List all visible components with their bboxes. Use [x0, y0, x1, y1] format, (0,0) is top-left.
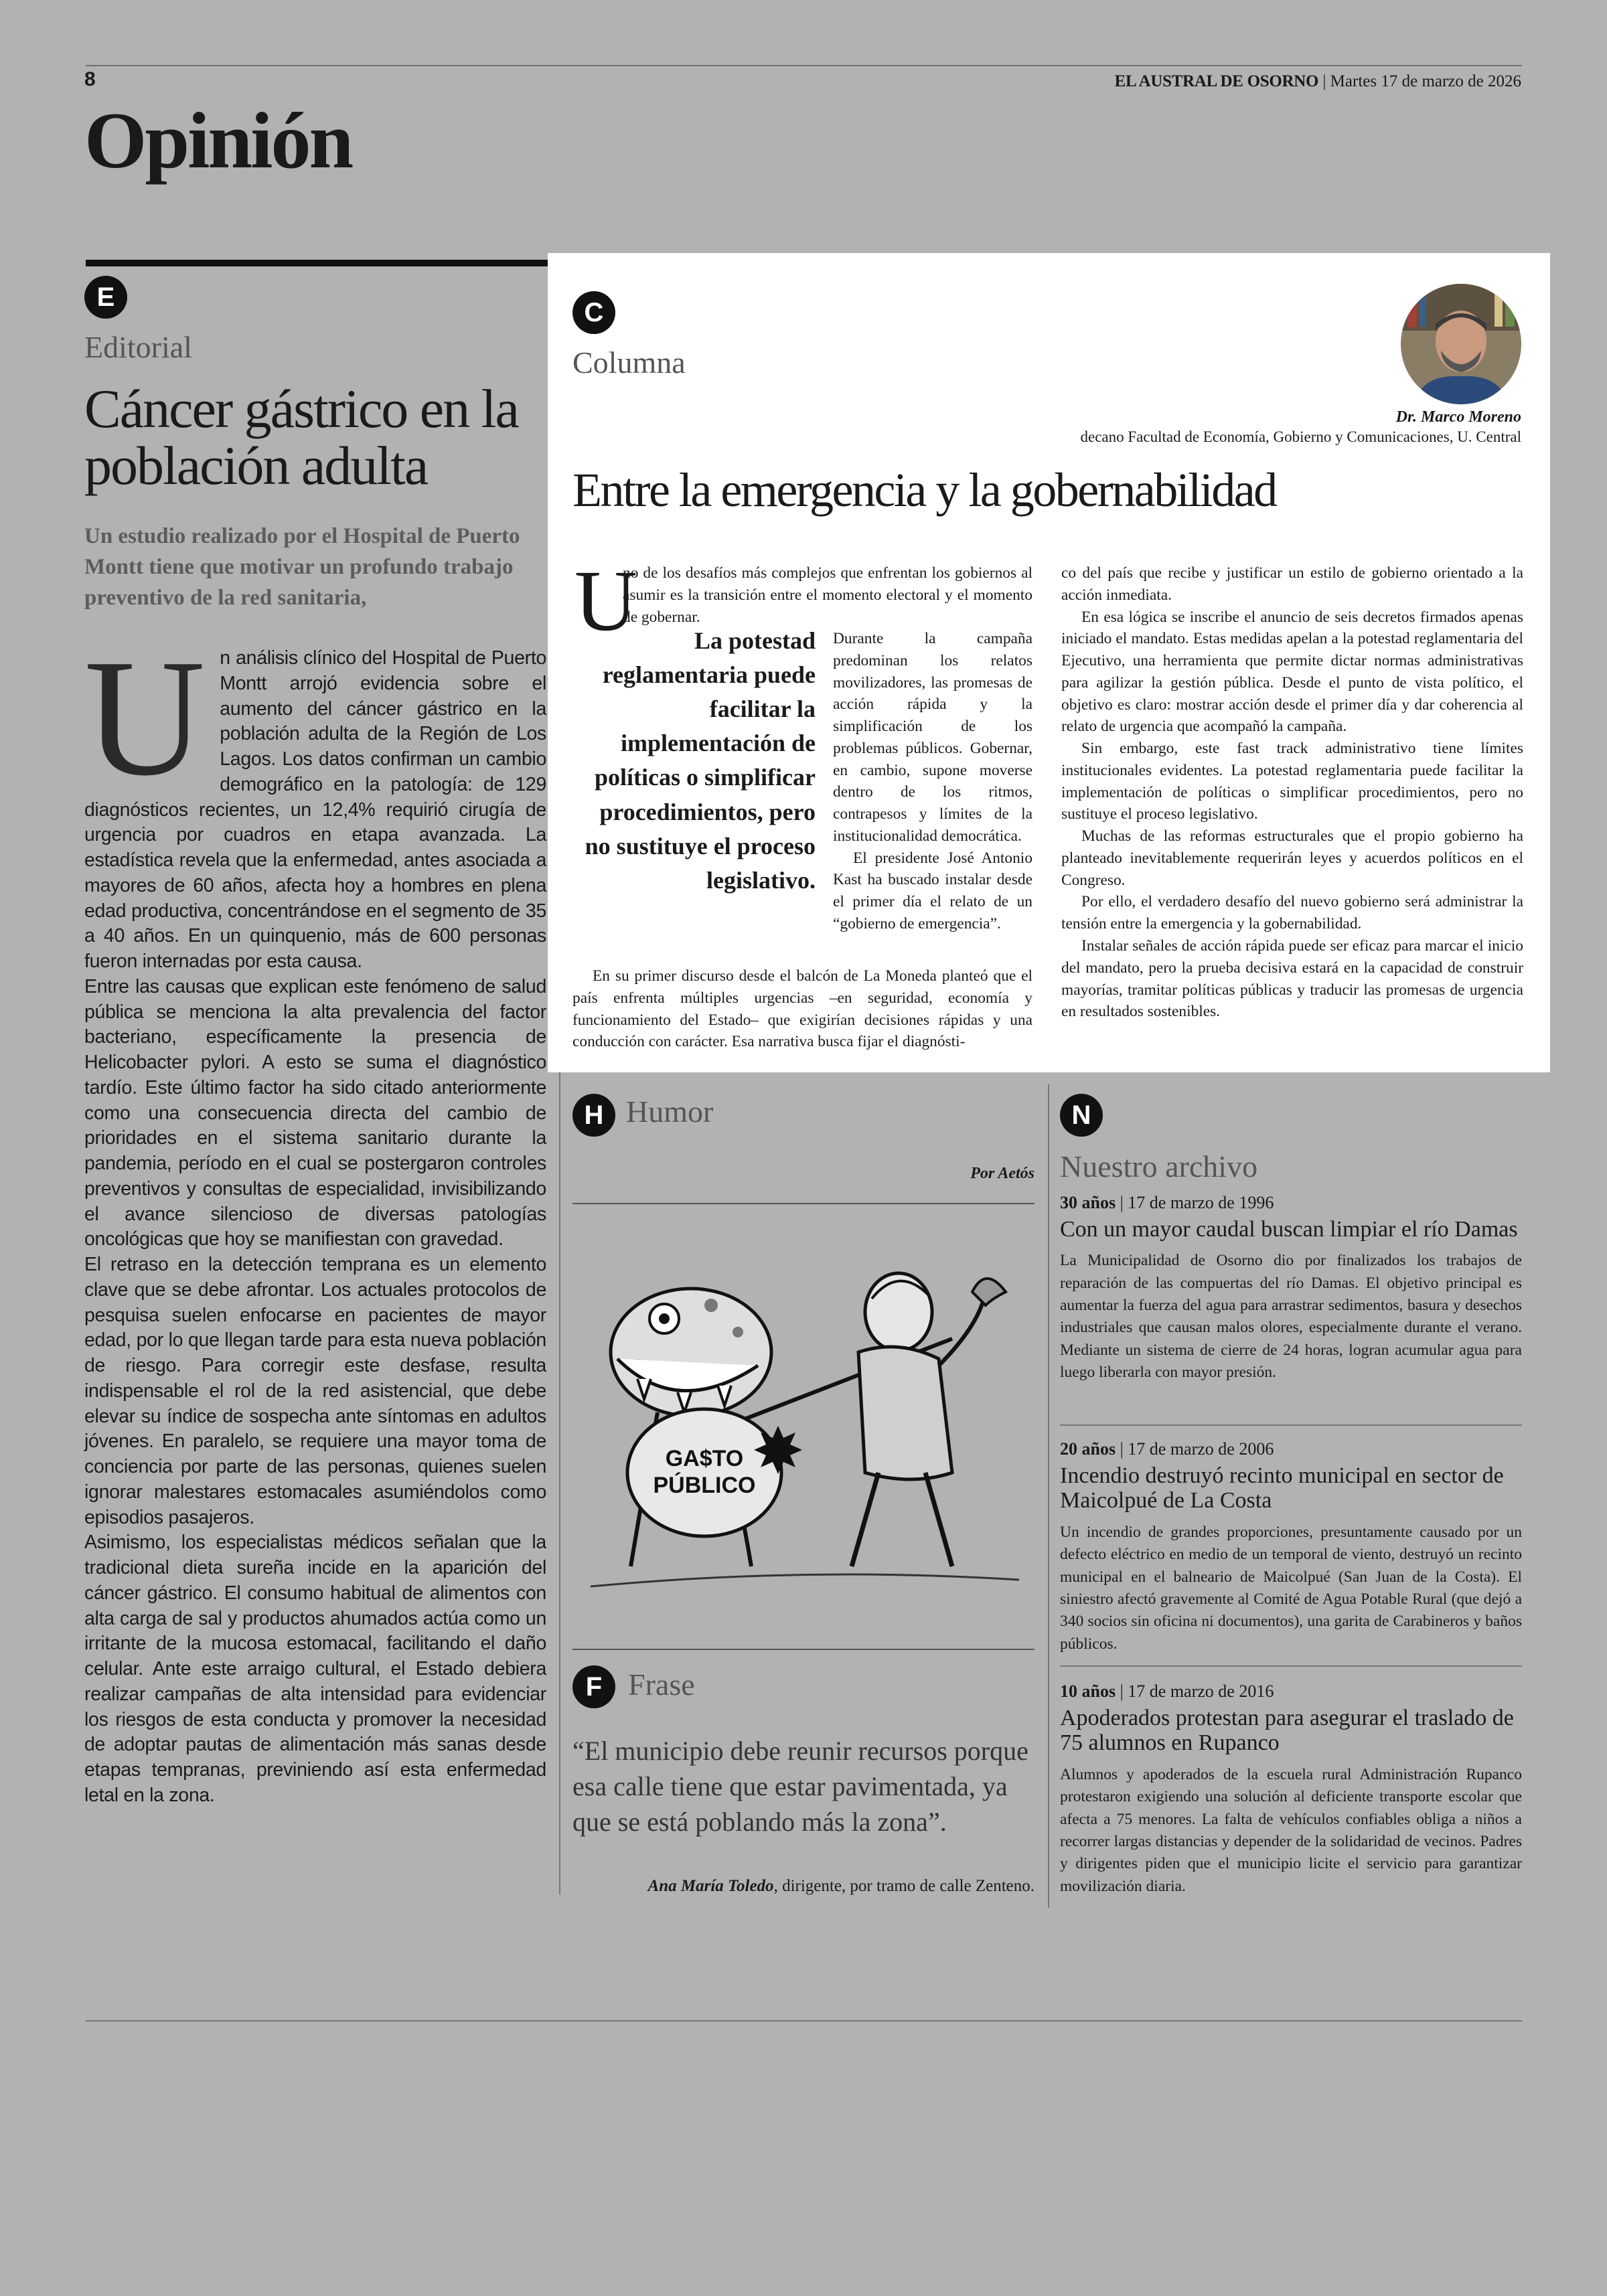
cartoon-image — [577, 1252, 1032, 1600]
frase-author: Ana María Toledo — [647, 1877, 774, 1895]
columna-headline: Entre la emergencia y la gobernabilidad — [572, 463, 1276, 517]
columna-paragraph: co del país que recibe y justificar un estilo de gobierno orientado a la acción inmediata. — [1061, 564, 1523, 604]
columna-paragraph: El presidente José Antonio Kast ha buscado instalar desde el primer día el relato de un “gobierno de emergencia”. — [833, 849, 1032, 932]
columna-paragraph: Por ello, el verdadero desafío del nuevo gobierno será administrar la tensión entre la emergencia y la gobernabilidad. — [1061, 893, 1523, 933]
page-date: Martes 17 de marzo de 2026 — [1330, 72, 1521, 90]
humor-rule — [572, 1203, 1035, 1204]
columna-narrow-text — [833, 628, 1032, 935]
cartoon-bag-text: GA$TO — [665, 1446, 744, 1471]
archivo-date: 17 de marzo de 2006 — [1128, 1439, 1274, 1459]
editorial-label: Editorial — [84, 330, 192, 364]
columna-paragraph: Durante la campaña predominan los relatos movilizadores, las promesas de acción rápida y la simplificación de los problemas públicos. Gobernar, en cambio, supone moverse dentro de los ritmos, contrapesos y límites de la institucionalidad democrática. — [833, 630, 1032, 845]
humor-byline: Por Aetós — [970, 1165, 1035, 1182]
columna-bottom-text: En su primer discurso desde el balcón de La Moneda planteó que el país enfrenta múltiples urgencias –en seguridad, economía y funcionamiento del Estado– que exigirían decisiones rápidas y una conducción con carácter. Esa narrativa busca fijar el diagnósti- — [572, 967, 1032, 1051]
archivo-body: Un incendio de grandes proporciones, presuntamente causado por un defecto eléctrico en medio de un temporal de viento, destruyó un recinto municipal en el balneario de Maicolpué (San Juan de la Costa). El siniestro afectó gravemente al Comité de Agua Potable Rural (que dejó a 340 socios sin oficina ni documentos), una garita de Carabineros y baños públicos. — [1060, 1523, 1522, 1653]
archivo-years: 30 años — [1060, 1193, 1116, 1212]
archivo-item: 30 años | 17 de marzo de 1996 Con un mayor caudal buscan limpiar el río Damas La Municipalidad de Osorno dio por finalizados los trabajos de reparación de las compuertas del río Damas. El objetivo principal es aumentar la fuerza del agua para arrastrar sedimentos, basura y desechos industriales que causan malos olores, especialmente durante el verano. Mediante un sistema de cierre de 24 horas, logran acumular agua para luego liberarla con mayor presión. — [1060, 1193, 1522, 1384]
editorial-headline: Cáncer gástrico en la población adulta — [84, 378, 518, 497]
editorial-paragraph: n análisis clínico del Hospital de Puerto Montt arrojó evidencia sobre el aumento del cáncer gástrico en la población adulta de la Región de Los Lagos. Los datos confirman un cambio demográfico en la patología: de 129 diagnósticos recientes, un 12,4% requirió cirugía de urgencia por cuadros en etapa avanzada. La estadística revela que la enfermedad, antes asociada a mayores de 60 años, afecta hoy a hombres en plena edad productiva, concentrándose en el segmento de 35 a 40 años. En un quinquenio, más de 600 personas fueron internadas por esta causa. — [84, 647, 546, 972]
archivo-badge: N — [1060, 1094, 1103, 1137]
archivo-label: Nuestro archivo — [1060, 1149, 1258, 1183]
archivo-years: 10 años — [1060, 1682, 1116, 1701]
columna-paragraph: Sin embargo, este fast track administrativo tiene límites institucionales evidentes. La potestad reglamentaria puede facilitar la implementación de políticas o simplificar procedimientos, pero no sustituye el proceso legislativo. — [1061, 740, 1523, 823]
author-photo — [1401, 284, 1521, 404]
archivo-date: 17 de marzo de 1996 — [1128, 1193, 1274, 1212]
column-divider — [559, 1071, 560, 1894]
editorial-paragraph: El retraso en la detección temprana es un elemento clave que se debe afrontar. Los actuales protocolos de pesquisa suelen enfocarse en pacientes de mayor edad, por lo que llegan tarde para esta nueva población de riesgo. Para corregir este desfase, resulta indispensable el rol de la red asistencial, que debe elevar su índice de sospecha ante síntomas en adultos jóvenes. En paralelo, se requiere una mayor toma de conciencia por parte de las personas, quienes suelen ignorar malestares estomacales asumiéndolos como episodios pasajeros. — [84, 1254, 546, 1528]
columna-badge: C — [572, 291, 615, 334]
bottom-rule — [86, 2020, 1522, 2022]
frase-label: Frase — [628, 1667, 695, 1702]
pull-quote: La potestad reglamentaria puede facilitar la implementación de políticas o simplificar procedimientos, pero no sustituye el proceso legislativo. — [585, 627, 816, 894]
top-rule — [86, 65, 1522, 66]
archivo-rule — [1060, 1424, 1522, 1426]
columna-label: Columna — [572, 345, 686, 380]
frase-attribution — [648, 1877, 1035, 1896]
frase-badge: F — [572, 1665, 615, 1708]
archivo-body: Alumnos y apoderados de la escuela rural Administración Rupanco protestaron exigiendo una solución al deficiente transporte escolar que afecta a 75 menores. La falta de vehículos confiables obliga a niños a recorrer largas distancias y depender de la solidaridad de vecinos. Padres y dirigentes piden que el municipio licite el servicio para garantizar movilización diaria. — [1060, 1765, 1522, 1895]
archivo-years: 20 años — [1060, 1439, 1116, 1459]
masthead: EL AUSTRAL DE OSORNO | Martes 17 de marzo de 2026 — [1114, 72, 1521, 90]
author-name: Dr. Marco Moreno — [1395, 408, 1521, 426]
editorial-dropcap: U — [84, 625, 206, 811]
author-role: decano Facultad de Economía, Gobierno y Comunicaciones, U. Central — [1080, 428, 1521, 445]
humor-label: Humor — [626, 1094, 714, 1129]
archivo-headline: Con un mayor caudal buscan limpiar el río Damas — [1060, 1217, 1518, 1242]
columna-dropcap: U — [575, 553, 637, 649]
section-title: Opinión — [84, 96, 352, 185]
archivo-body: La Municipalidad de Osorno dio por finalizados los trabajos de reparación de las compuertas del río Damas. El objetivo principal es aumentar la fuerza del agua para arrastrar sedimentos, basura y desechos industriales que causan malos olores, especialmente durante el verano. Mediante un sistema de cierre de 24 horas, logran acumular agua para luego liberarla con mayor presión. — [1060, 1252, 1522, 1382]
editorial-body — [84, 625, 546, 1809]
archivo-item: 10 años | 17 de marzo de 2016 Apoderados protestan para asegurar el traslado de 75 alumnos en Rupanco Alumnos y apoderados de la escuela rural Administración Rupanco protestaron exigiendo una solución al deficiente transporte escolar que afecta a 75 menores. La falta de vehículos confiables obliga a niños a recorrer largas distancias y depender de la solidaridad de vecinos. Padres y dirigentes piden que el municipio licite el servicio para garantizar movilización diaria. — [1060, 1682, 1522, 1898]
editorial-paragraph: Entre las causas que explican este fenómeno de salud pública se menciona la alta prevalencia del factor bacteriano, específicamente la presencia de Helicobacter pylori. A esto se suma el diagnóstico tardío. Este último factor ha sido citado anteriormente como una consecuencia directa del cambio de prioridades en el sistema sanitario durante la pandemia, período en el cual se postergaron controles preventivos y consultas de especialidad, invisibilizando el avance silencioso de diversas patologías oncológicas que hoy se manifiestan con gravedad. — [84, 975, 546, 1250]
columna-second-column — [1061, 562, 1523, 1023]
editorial-badge: E — [84, 276, 127, 319]
archivo-date: 17 de marzo de 2016 — [1128, 1682, 1274, 1701]
archivo-headline: Apoderados protestan para asegurar el traslado de 75 alumnos en Rupanco — [1060, 1706, 1514, 1756]
archivo-item: 20 años | 17 de marzo de 2006 Incendio destruyó recinto municipal en sector de Maicolpué de La Costa Un incendio de grandes proporciones, presuntamente causado por un defecto eléctrico en medio de un temporal de viento, destruyó un recinto municipal en el balneario de Maicolpué (San Juan de la Costa). El siniestro afectó gravemente al Comité de Agua Potable Rural (que dejó a 340 socios sin oficina ni documentos), una garita de Carabineros y baños públicos. — [1060, 1439, 1522, 1655]
editorial-subhead: Un estudio realizado por el Hospital de Puerto Montt tiene que motivar un profundo trabajo preventivo de la red sanitaria, — [84, 524, 520, 610]
columna-intro: no de los desafíos más complejos que enfrentan los gobiernos al asumir es la transición entre el momento electoral y el momento de gobernar. — [623, 564, 1032, 626]
columna-paragraph: En esa lógica se inscribe el anuncio de seis decretos firmados apenas iniciado el mandato. Estas medidas apelan a la potestad reglamentaria del Ejecutivo, una herramienta que permite dictar normas administrativas para agilizar la gestión pública. Desde el punto de vista político, el objetivo es claro: mostrar acción desde el primer día y dar coherencia al relato de urgencia que acompañó la campaña. — [1061, 608, 1523, 736]
columna-paragraph: Muchas de las reformas estructurales que el propio gobierno ha planteado inevitablemente requerirán leyes y acuerdos políticos en el Congreso. — [1061, 827, 1523, 889]
page-number: 8 — [84, 68, 96, 90]
humor-bottom-rule — [572, 1649, 1035, 1650]
archivo-headline: Incendio destruyó recinto municipal en sector de Maicolpué de La Costa — [1060, 1463, 1504, 1513]
newspaper-name: EL AUSTRAL DE OSORNO — [1114, 72, 1319, 90]
frase-author-detail: , dirigente, por tramo de calle Zenteno. — [773, 1877, 1035, 1895]
cartoon-bag-text: PÚBLICO — [653, 1473, 756, 1498]
editorial-paragraph: Asimismo, los especialistas médicos señalan que la tradicional dieta sureña incide en la aparición del cáncer gástrico. El consumo habitual de alimentos con alta carga de sal y productos ahumados actúa como un irritante de la mucosa estomacal, facilitando el daño celular. Ante este arraigo cultural, el Estado debiera realizar campañas de alta intensidad para evidenciar los riesgos de esta conducta y promover la necesidad de adoptar pautas de alimentación más sanas desde etapas tempranas, previniendo así esta enfermedad letal en la zona. — [84, 1532, 546, 1806]
archivo-rule — [1060, 1665, 1522, 1667]
columna-paragraph: Instalar señales de acción rápida puede ser eficaz para marcar el inicio del mandato, pero la prueba decisiva estará en la capacidad de construir mayorías, tramitar políticas públicas y traducir las promesas de urgencia en resultados sostenibles. — [1061, 937, 1523, 1021]
column-divider — [1048, 1084, 1049, 1908]
frase-quote: “El municipio debe reunir recursos porque esa calle tiene que estar pavimentada, ya que se está poblando más la zona”. — [572, 1736, 1028, 1837]
humor-badge: H — [572, 1094, 615, 1137]
